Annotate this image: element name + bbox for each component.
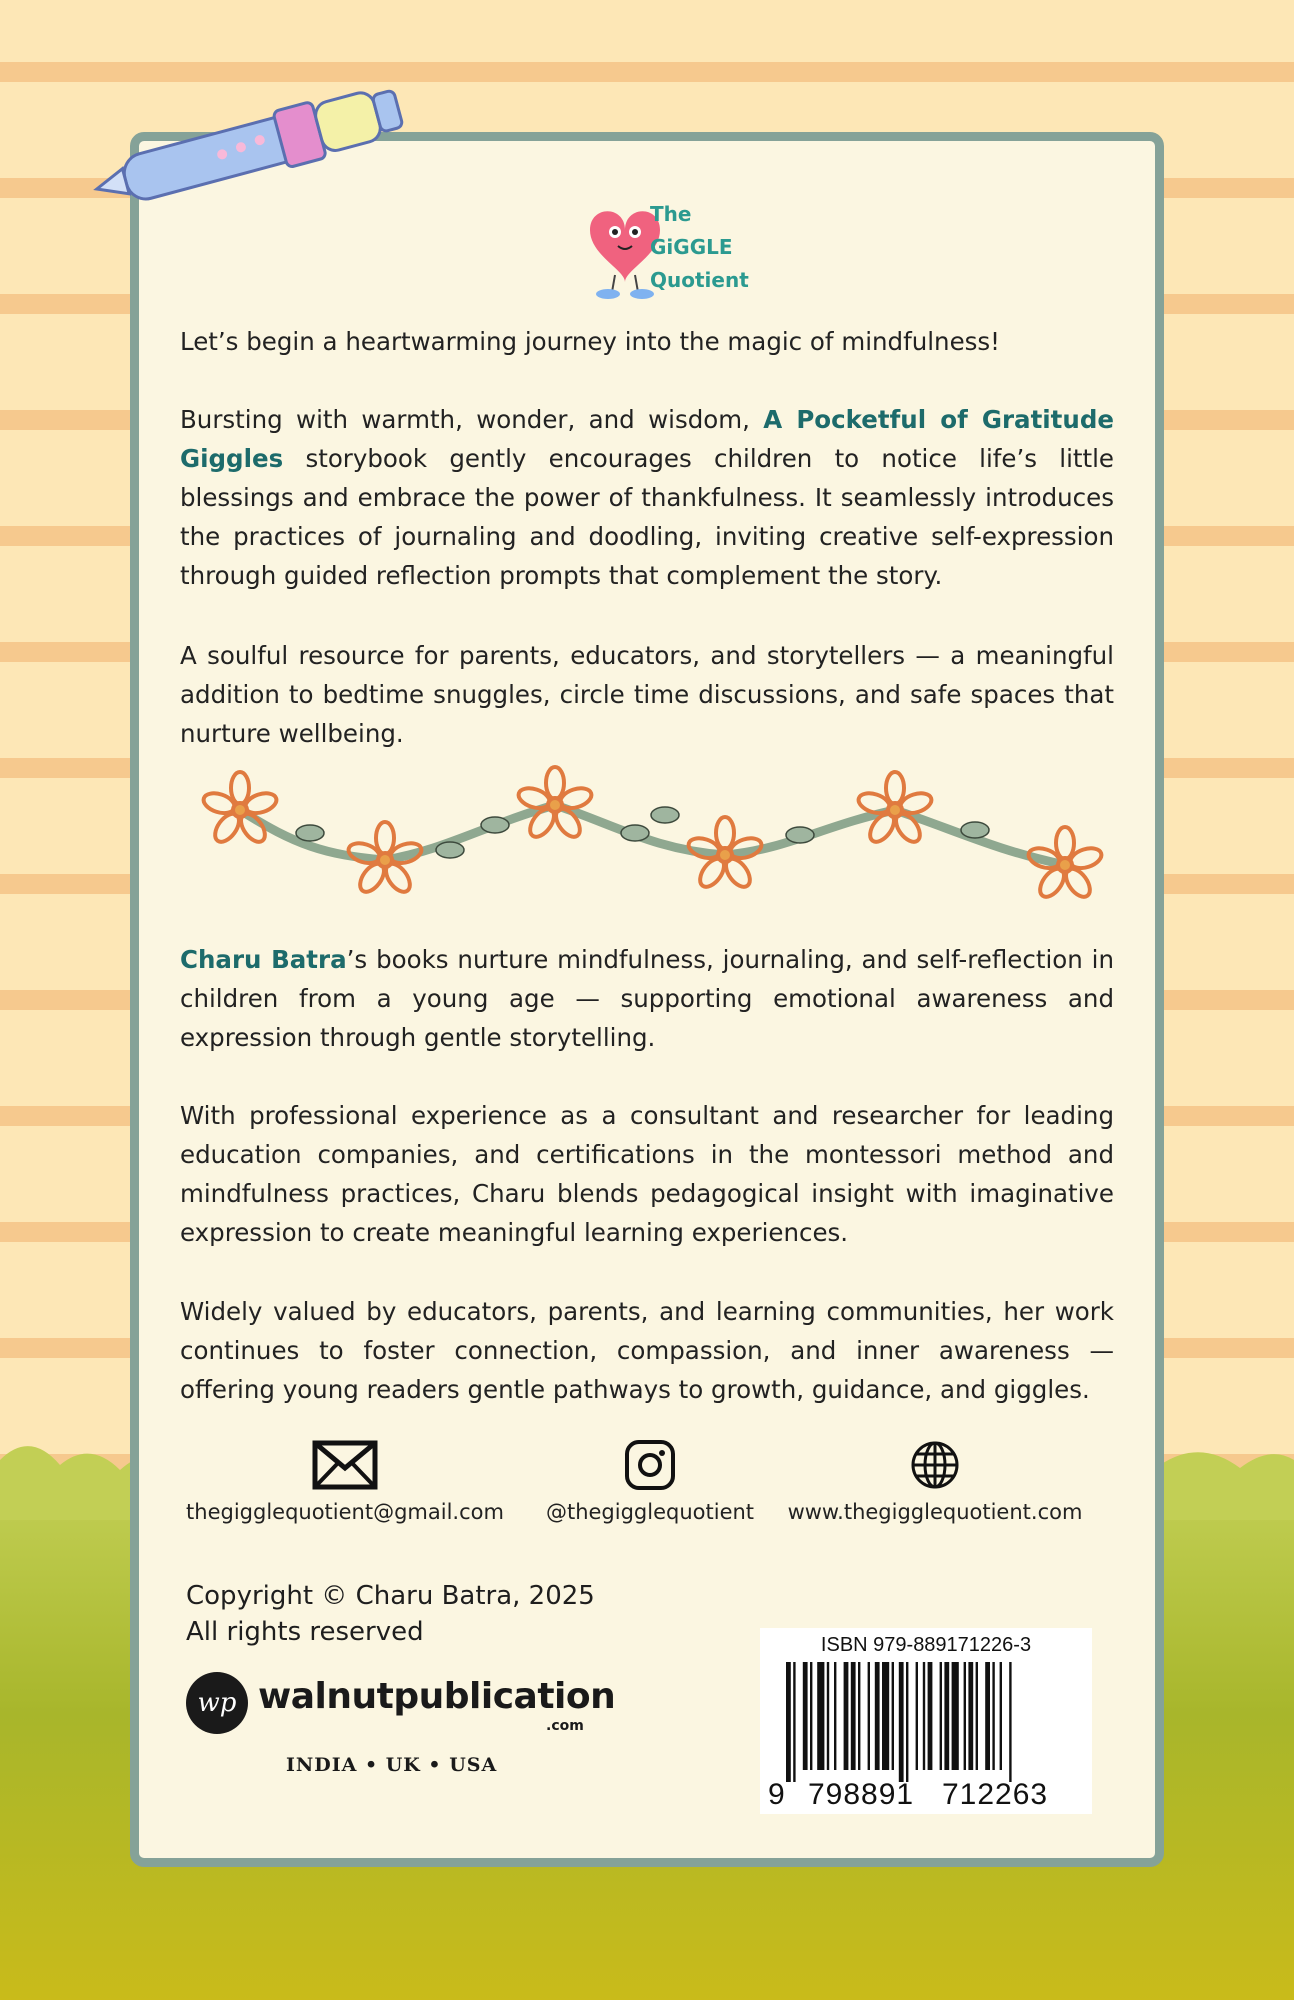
barcode-bar — [976, 1662, 978, 1770]
globe-icon — [909, 1440, 961, 1490]
barcode-bar — [1000, 1662, 1002, 1770]
barcode-bar — [916, 1662, 918, 1770]
desc-lead: Bursting with warmth, wonder, and wisdom, — [180, 405, 764, 434]
logo-line-3: Quotient — [650, 268, 749, 292]
barcode — [786, 1662, 1076, 1782]
barcode-bar — [851, 1662, 856, 1770]
brand-logo-text — [650, 198, 749, 297]
barcode-bar — [827, 1662, 829, 1770]
isbn-label: ISBN 979-889171226-3 — [820, 1634, 1032, 1656]
publisher-monogram: wp — [186, 1672, 248, 1734]
envelope-icon — [312, 1440, 378, 1490]
barcode-bar — [817, 1662, 824, 1770]
barcode-bar — [923, 1662, 925, 1770]
barcode-bar — [892, 1662, 894, 1770]
copyright-line-1: Copyright © Charu Batra, 2025 — [186, 1581, 595, 1611]
barcode-bar — [844, 1662, 849, 1770]
contact-website[interactable] — [780, 1440, 1090, 1524]
desc-rest: storybook gently encourages children to notice life’s little blessings and embrace the power of thankfulness. It seamlessly introduces the practices of journaling and doodling, inviting creative self-expression through guided reflection prompts that complement the story. — [180, 444, 1114, 590]
contact-email[interactable] — [180, 1440, 510, 1524]
contact-instagram[interactable] — [535, 1440, 765, 1524]
author-impact-paragraph: Widely valued by educators, parents, and learning communities, her work continues to foster connection, compassion, and inner awareness — offering young readers gentle pathways to growth, guidance, and giggles. — [180, 1297, 1114, 1404]
barcode-bar — [992, 1662, 994, 1770]
barcode-bar — [793, 1662, 795, 1782]
barcode-bar — [868, 1662, 870, 1770]
instagram-icon — [624, 1440, 676, 1490]
barcode-bar — [834, 1662, 836, 1770]
publisher-suffix: .com — [546, 1718, 584, 1734]
barcode-bar — [928, 1662, 933, 1770]
author-experience-paragraph: With professional experience as a consultant and researcher for leading education companies, and certifications in the montessori method and mindfulness practices, Charu blends pedagogical insight with imaginative expression to create meaningful learning experiences. — [180, 1101, 1114, 1247]
barcode-bar — [786, 1662, 791, 1782]
barcode-bar — [875, 1662, 880, 1770]
barcode-bar — [899, 1662, 904, 1782]
copyright-notice — [186, 1578, 595, 1650]
author-bio-rest: ’s books nurture mindfulness, journaling, and self-reflection in children from a young age — supporting emotional awareness and expression through gentle storytelling. — [180, 945, 1114, 1052]
copyright-line-2: All rights reserved — [186, 1617, 424, 1647]
barcode-left-digits: 798891 — [808, 1778, 915, 1811]
barcode-bar — [882, 1662, 889, 1770]
email-label[interactable]: thegigglequotient@gmail.com — [186, 1500, 504, 1524]
author-bio-paragraph — [180, 940, 1114, 1057]
pen-illustration — [78, 55, 418, 215]
barcode-bar — [964, 1662, 966, 1770]
barcode-bar — [952, 1662, 959, 1770]
barcode-bar — [810, 1662, 812, 1770]
intro-paragraph: Let’s begin a heartwarming journey into the magic of mindfulness! — [180, 327, 1000, 356]
logo-line-1: The — [650, 202, 692, 226]
publisher-name: walnutpublication — [258, 1676, 616, 1717]
barcode-bar — [803, 1662, 808, 1770]
isbn-barcode-box — [760, 1628, 1092, 1814]
barcode-bar — [968, 1662, 973, 1770]
book-title: A Pocketful of Gratitude Giggles — [180, 405, 1114, 473]
barcode-bar — [985, 1662, 990, 1770]
book-description-paragraph — [180, 400, 1114, 595]
website-label[interactable]: www.thegigglequotient.com — [787, 1500, 1083, 1524]
author-name: Charu Batra — [180, 945, 347, 974]
instagram-label[interactable]: @thegigglequotient — [545, 1500, 755, 1524]
flower-garland-divider — [185, 755, 1115, 915]
publisher-regions: INDIA • UK • USA — [286, 1754, 498, 1776]
barcode-bar — [944, 1662, 949, 1770]
publisher-logo — [186, 1672, 616, 1782]
barcode-bar — [940, 1662, 942, 1770]
barcode-bar — [858, 1662, 860, 1770]
logo-line-2: GiGGLE — [650, 235, 733, 259]
barcode-bar — [1009, 1662, 1011, 1782]
barcode-right-digits: 712263 — [942, 1778, 1049, 1811]
barcode-lead-digit: 9 — [768, 1778, 785, 1811]
audience-paragraph: A soulful resource for parents, educators, and storytellers — a meaningful addition to bedtime snuggles, circle time discussions, and safe spaces that nurture wellbeing. — [180, 641, 1114, 748]
barcode-bar — [906, 1662, 908, 1782]
